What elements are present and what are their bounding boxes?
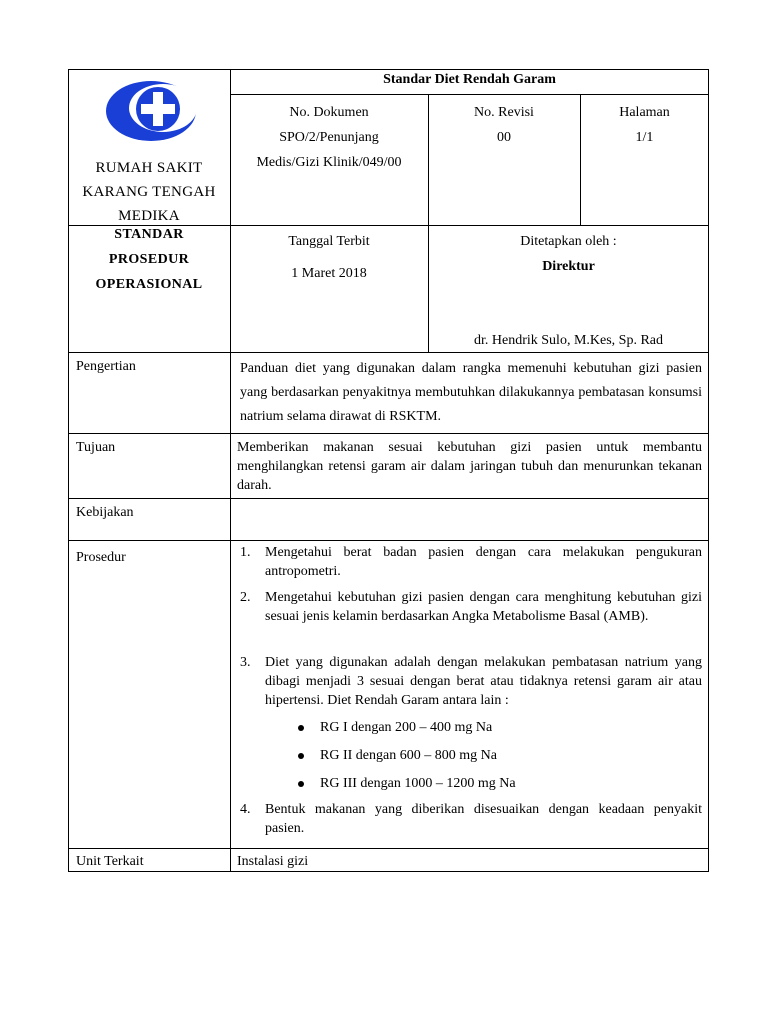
hospital-name: [68, 156, 230, 228]
kebijakan-label: Kebijakan: [76, 505, 134, 520]
halaman-cell: [580, 100, 709, 150]
pengertian-label: Pengertian: [76, 359, 136, 374]
ditetapkan-name: dr. Hendrik Sulo, M.Kes, Sp. Rad: [474, 333, 663, 348]
divider: [68, 352, 709, 353]
divider: [230, 94, 709, 95]
tanggal-terbit-label: Tanggal Terbit: [288, 234, 370, 249]
sop-label: [68, 222, 230, 297]
halaman-label: Halaman: [619, 105, 670, 120]
tujuan-label: Tujuan: [76, 440, 116, 455]
hospital-name-line: KARANG TENGAH: [82, 184, 216, 200]
ditetapkan-label: Ditetapkan oleh :: [520, 234, 617, 249]
prosedur-steps: [240, 543, 702, 843]
step-number: 2.: [240, 590, 251, 605]
pengertian-text: Panduan diet yang digunakan dalam rangka memenuhi kebutuhan gizi pasien yang berdasarkan penyakitnya membutuhkan dilakukannya pembatasan konsumsi natrium selama dirawat di RSKTM.: [240, 361, 702, 424]
step-text: Bentuk makanan yang diberikan disesuaikan dengan keadaan penyakit pasien.: [265, 802, 702, 836]
hospital-cross-logo: [103, 78, 199, 144]
prosedur-label: Prosedur: [76, 550, 126, 565]
step-number: 4.: [240, 802, 251, 817]
hospital-name-line: MEDIKA: [118, 208, 180, 224]
halaman-value: 1/1: [635, 130, 654, 145]
bullet-text: RG I dengan 200 – 400 mg Na: [320, 720, 493, 735]
sop-label-line: STANDAR: [114, 227, 184, 242]
sop-label-line: PROSEDUR: [108, 252, 190, 267]
divider: [68, 540, 709, 541]
unit-terkait-label: Unit Terkait: [76, 854, 144, 869]
bullet-dot: [298, 725, 304, 731]
step-text: Mengetahui berat badan pasien dengan cara melakukan pengukuran antropometri.: [265, 545, 702, 579]
list-item: [240, 653, 702, 713]
no-dokumen-label: No. Dokumen: [289, 105, 369, 120]
divider: [68, 498, 709, 499]
document-title: Standar Diet Rendah Garam: [383, 72, 556, 87]
step-number: 3.: [240, 655, 251, 670]
tujuan-text: Memberikan makanan sesuai kebutuhan gizi pasien untuk membantu menghilangkan retensi garam air dalam jaringan tubuh dan menurunkan tekanan darah.: [237, 440, 702, 493]
no-revisi-label: No. Revisi: [474, 105, 534, 120]
step-text: Diet yang digunakan adalah dengan melakukan pembatasan natrium yang dibagi menjadi 3 sesuai dengan berat atau tidaknya retensi garam air atau hipertensi. Diet Rendah Garam antara lain :: [265, 655, 702, 708]
bullet-dot: [298, 753, 304, 759]
bullet-dot: [298, 781, 304, 787]
step-number: 1.: [240, 545, 251, 560]
tanggal-terbit-value: 1 Maret 2018: [291, 266, 367, 281]
divider: [230, 69, 231, 872]
step-text: Mengetahui kebutuhan gizi pasien dengan cara menghitung kebutuhan gizi sesuai jenis kelamin berdasarkan Angka Metabolisme Basal (AMB).: [265, 590, 702, 624]
bullet-text: RG II dengan 600 – 800 mg Na: [320, 748, 497, 763]
list-item: [240, 543, 702, 583]
hospital-name-line: RUMAH SAKIT: [95, 160, 203, 176]
no-revisi-value: 00: [497, 130, 511, 145]
no-dokumen-value: SPO/2/Penunjang: [279, 130, 379, 145]
divider: [68, 848, 709, 849]
unit-terkait-text: Instalasi gizi: [237, 854, 309, 869]
no-dokumen-cell: [230, 100, 428, 175]
bullet-text: RG III dengan 1000 – 1200 mg Na: [320, 776, 516, 791]
list-item: [240, 800, 702, 840]
no-dokumen-value: Medis/Gizi Klinik/049/00: [256, 155, 402, 170]
divider: [68, 433, 709, 434]
ditetapkan-role: Direktur: [542, 259, 595, 274]
sop-label-line: OPERASIONAL: [95, 277, 203, 292]
list-item: [240, 588, 702, 648]
no-revisi-cell: [428, 100, 580, 150]
